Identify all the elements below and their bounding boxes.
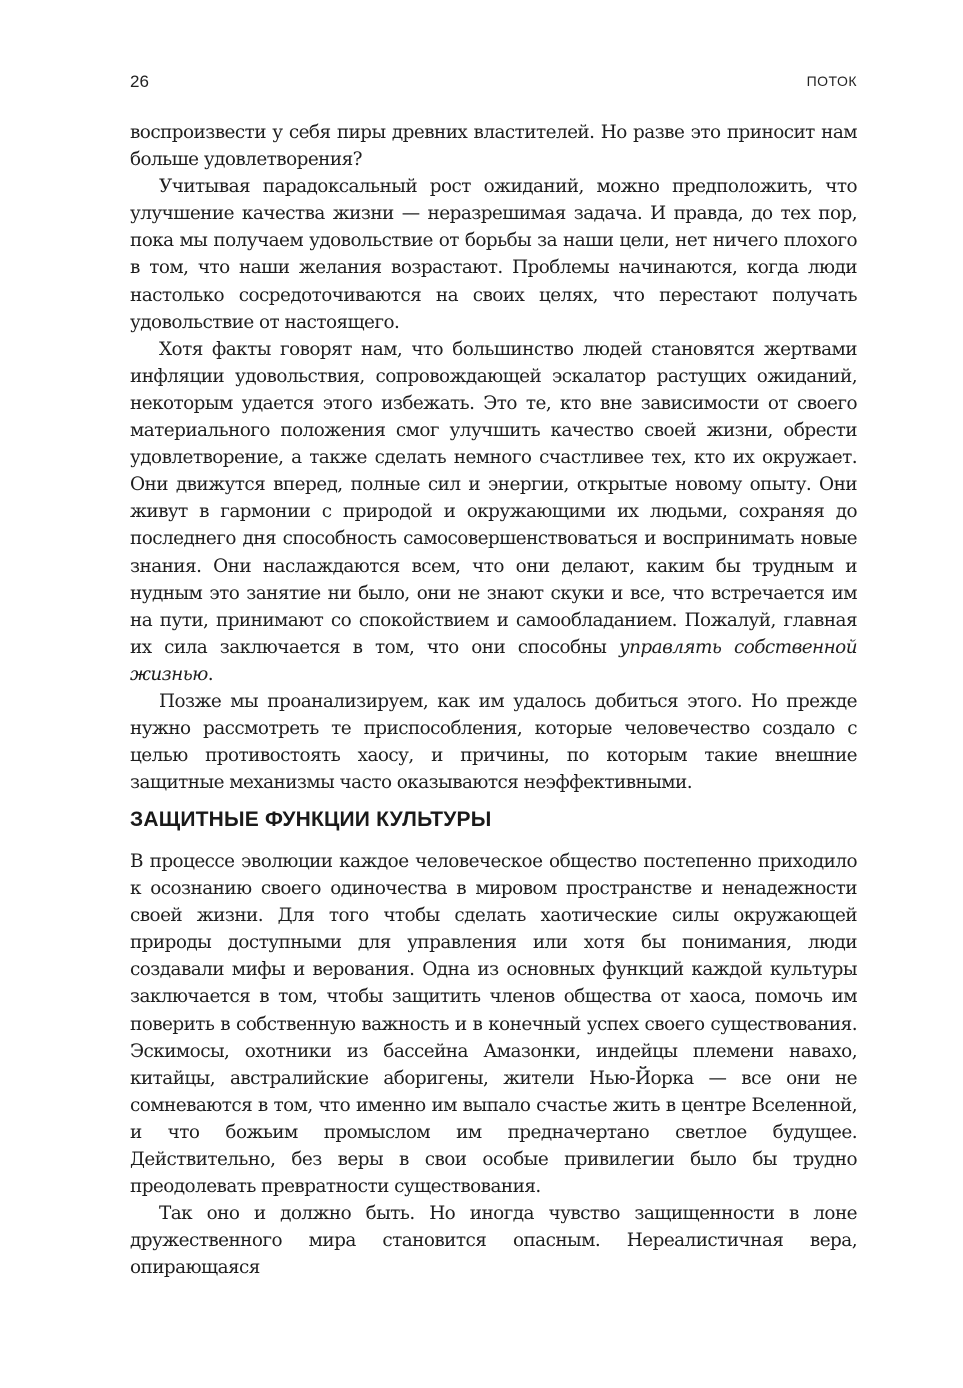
section-heading: ЗАЩИТНЫЕ ФУНКЦИИ КУЛЬТУРЫ <box>130 808 492 831</box>
section-one-body <box>130 119 857 796</box>
paragraph-expectations: Учитывая парадоксальный рост ожиданий, можно предположить, что улучшение качества жизни — неразрешимая задача. И правда, до тех пор, пока мы получаем удовольствие от борьбы за наши цели, нет ничего плохого в том, что наши желания возрастают. Проблемы начинаются, когда люди настолько сосредоточиваются на своих целях, что перестают получать удовольствие от настоящего. <box>130 176 857 333</box>
paragraph-pleasure-inflation <box>130 336 857 688</box>
paragraph-later-analysis: Позже мы проанализируем, как им удалось добиться этого. Но прежде нужно рассмотреть те приспособления, которые человечество создало с целью противостоять хаосу, и причины, по которым такие внешние защитные механизмы часто оказываются неэффективными. <box>130 690 857 794</box>
emphasis-control-own-life: управлять собственной жизнью <box>130 636 857 685</box>
paragraph-continuation: воспроизвести у себя пиры древних властителей. Но разве это приносит нам больше удовлетворения? <box>130 122 857 171</box>
paragraph-security: Так оно и должно быть. Но иногда чувство защищенности в лоне дружественного мира становится опасным. Нереалистичная вера, опирающаяся <box>130 1203 857 1279</box>
paragraph-pleasure-inflation-text: Хотя факты говорят нам, что большинство людей становятся жертвами инфляции удовольствия, сопровождающей эскалатор растущих ожиданий, некоторым удается этого избежать. Это те, кто вне зависимости от своего материального положения смог улучшить качество своей жизни, обрести удовлетворение, а также сделать немного счастливее тех, кто их окружает. Они движутся вперед, полные сил и энергии, открытые новому опыту. Они живут в гармонии с природой и окружающими их людьми, сохраняя до последнего дня способность самосовершенствоваться и воспринимать новые знания. Они наслаждаются всем, что они делают, каким бы трудным и нудным это занятие ни было, они не знают скуки и все, что встречается им на пути, принимают со спокойствием и самообладанием. Пожалуй, главная их сила заключается в том, что они способны <box>130 338 857 658</box>
paragraph-evolution: В процессе эволюции каждое человеческое общество постепенно приходило к осознанию своего одиночества в мировом пространстве и ненадежности своей жизни. Для того чтобы сделать хаотические силы окружающей природы доступными для управления или хотя бы понимания, люди создавали мифы и верования. Одна из основных функций каждой культуры заключается в том, чтобы защитить членов общества от хаоса, помочь им поверить в собственную важность и в конечный успех своего существования. Эскимосы, охотники из бассейна Амазонки, индейцы племени навахо, китайцы, австралийские аборигены, жители Нью-Йорка — все они не сомневаются в том, что именно им выпало счастье жить в центре Вселенной, и что божьим промыслом им предначертано светлое будущее. Действительно, без веры в свои особые привилегии было бы трудно преодолевать превратности существования. <box>130 851 857 1198</box>
running-header <box>130 72 857 96</box>
emphasis-trailing-period: . <box>207 663 214 685</box>
running-title: ПОТОК <box>806 73 857 89</box>
section-two-body <box>130 848 857 1282</box>
page-number: 26 <box>130 72 149 91</box>
